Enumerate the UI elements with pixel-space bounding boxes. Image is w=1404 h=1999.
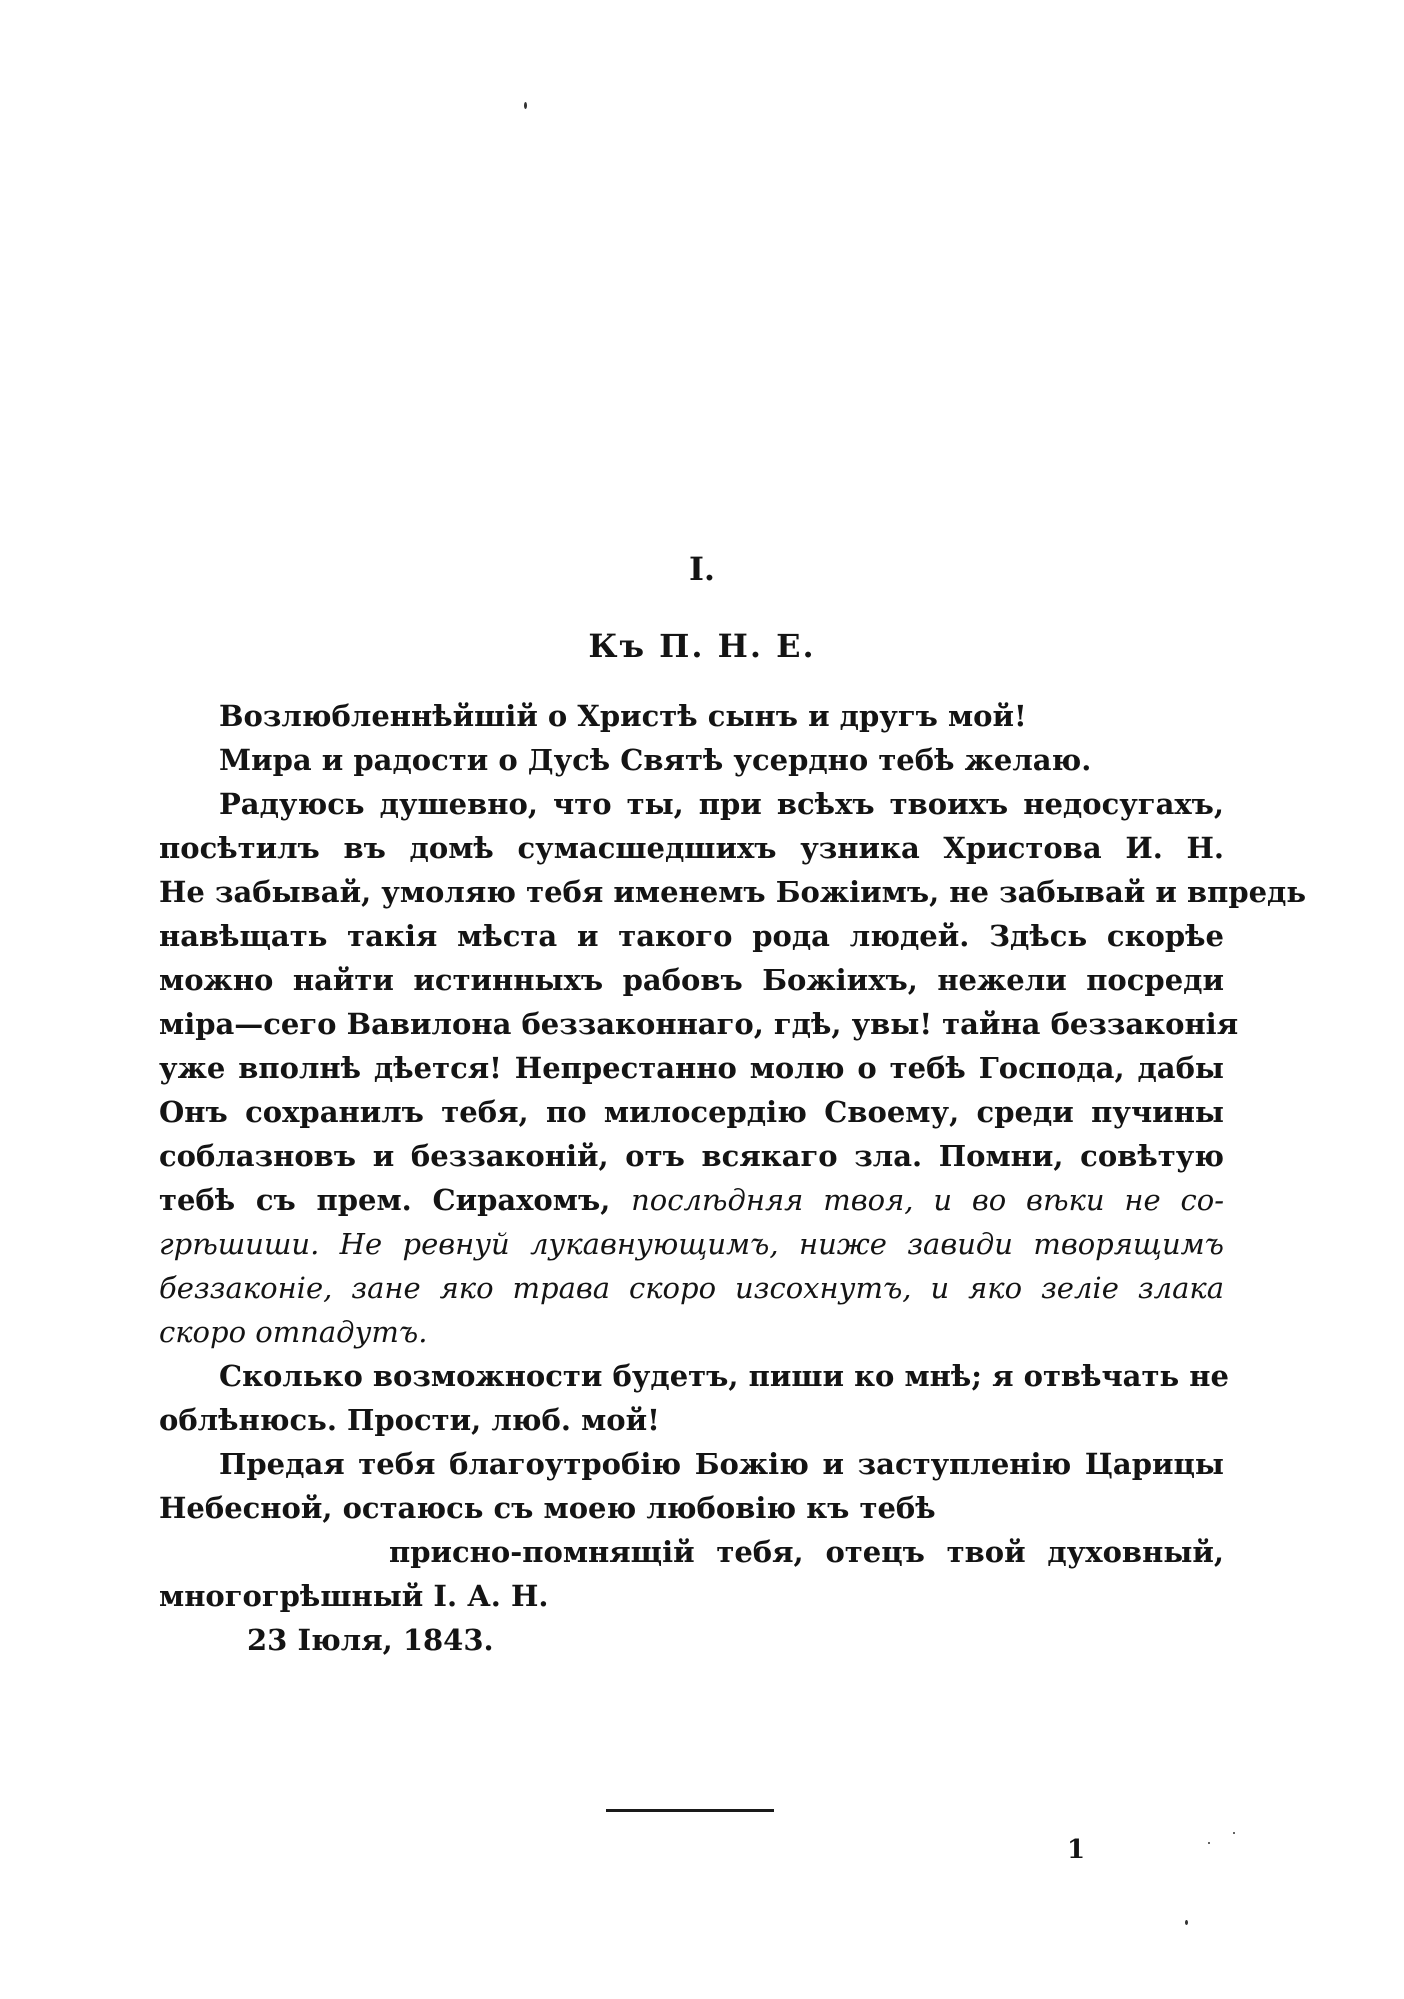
letter-body: [159, 694, 1307, 1662]
scan-speck: [524, 102, 527, 109]
section-number: I.: [688, 550, 716, 588]
scan-speck: [1233, 1832, 1235, 1834]
quotation-line: скоро отпадутъ.: [159, 1315, 428, 1349]
closing-line: Небесной, остаюсь съ моею любовію къ тебѣ: [159, 1491, 936, 1525]
quotation-italic: послѣдняя твоя, и во вѣки не со-: [631, 1183, 1224, 1217]
letter-date: 23 Іюля, 1843.: [247, 1623, 494, 1657]
separator-rule: [606, 1809, 774, 1812]
signature-line: присно-помнящій тебя, отецъ твой духовный,: [389, 1535, 1224, 1569]
signature-name: многогрѣшный І. А. Н.: [159, 1579, 549, 1613]
quotation-line: беззаконіе, зане яко трава скоро изсохнутъ, и яко зеліе злака: [159, 1271, 1224, 1305]
page-number: 1: [1067, 1835, 1086, 1865]
body-line: навѣщать такія мѣста и такого рода людей. Здѣсь скорѣе: [159, 919, 1224, 953]
body-text-roman: тебѣ съ прем. Сирахомъ,: [159, 1183, 611, 1217]
body-line: соблазновъ и беззаконій, отъ всякаго зла. Помни, совѣтую: [159, 1139, 1224, 1173]
closing-line: Сколько возможности будетъ, пиши ко мнѣ; я отвѣчать не: [219, 1359, 1229, 1393]
body-line: уже вполнѣ дѣется! Непрестанно молю о тебѣ Господа, дабы: [159, 1051, 1224, 1085]
scan-speck: [1185, 1920, 1188, 1925]
body-line: Не забывай, умоляю тебя именемъ Божіимъ, не забывай и впредь: [159, 875, 1307, 909]
closing-line: Предая тебя благоутробію Божію и заступленію Царицы: [219, 1447, 1224, 1481]
scan-speck: [1208, 1842, 1210, 1844]
closing-line: облѣнюсь. Прости, люб. мой!: [159, 1403, 660, 1437]
salutation-line: Возлюбленнѣйшій о Христѣ сынъ и другъ мой!: [219, 699, 1027, 733]
body-line: Радуюсь душевно, что ты, при всѣхъ твоихъ недосугахъ,: [219, 787, 1224, 821]
body-line: можно найти истинныхъ рабовъ Божіихъ, нежели посреди: [159, 963, 1224, 997]
body-line: посѣтилъ въ домѣ сумасшедшихъ узника Христова И. Н.: [159, 831, 1224, 865]
body-line: Онъ сохранилъ тебя, по милосердію Своему, среди пучины: [159, 1095, 1224, 1129]
letter-heading: Къ П. Н. Е.: [588, 627, 816, 665]
greeting-line: Мира и радости о Дусѣ Святѣ усердно тебѣ желаю.: [219, 743, 1092, 777]
body-line-mixed: [159, 1178, 1224, 1222]
quotation-line: грѣшиши. Не ревнуй лукавнующимъ, ниже завиди творящимъ: [159, 1227, 1224, 1261]
body-line: міра—сего Вавилона беззаконнаго, гдѣ, увы! тайна беззаконія: [159, 1007, 1239, 1041]
